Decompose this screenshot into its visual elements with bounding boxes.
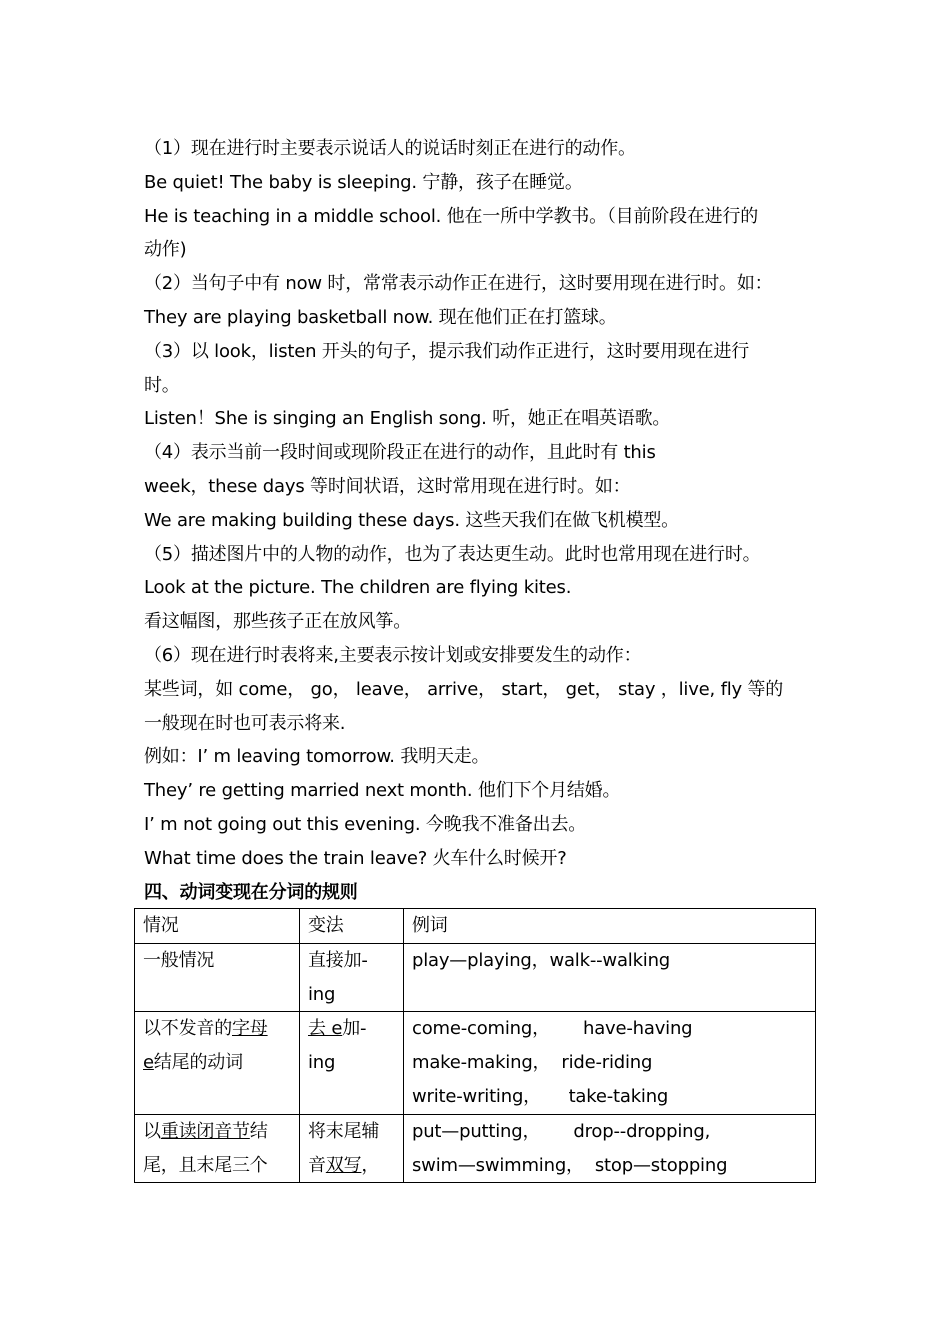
- row3-method: [300, 1114, 404, 1183]
- text-line-2: Be quiet! The baby is sleeping. 宁静，孩子在睡觉。: [144, 171, 583, 193]
- row2-condition: [135, 1012, 300, 1114]
- row2-condition-underlined-1: 字母: [232, 1018, 268, 1040]
- row2-method-line1: [308, 1012, 395, 1046]
- row1-method: [300, 943, 404, 1012]
- text-line-8: 时。: [144, 374, 180, 396]
- row2-condition-post: 结尾的动词: [153, 1052, 243, 1074]
- text-line-7: （3）以 look，listen 开头的句子，提示我们动作正进行，这时要用现在进行: [144, 340, 750, 362]
- text-line-14: Look at the picture. The children are flying kites.: [144, 577, 572, 599]
- text-line-15: 看这幅图，那些孩子正在放风筝。: [144, 611, 411, 633]
- row2-method-underlined: 去 e: [308, 1018, 343, 1040]
- row2-method-post: 加-: [342, 1018, 367, 1040]
- row3-method-pre: 音: [308, 1154, 326, 1176]
- text-line-5: （2）当句子中有 now 时，常常表示动作正在进行，这时要用现在进行时。如：: [144, 273, 773, 295]
- row2-method: [300, 1012, 404, 1114]
- table-row: [135, 1114, 816, 1183]
- text-line-3: He is teaching in a middle school. 他在一所中学教书。（目前阶段在进行的: [144, 205, 759, 227]
- table-row: [135, 1012, 816, 1114]
- table-row: [135, 943, 816, 1012]
- row1-condition: 一般情况: [135, 943, 300, 1012]
- document-body: [144, 132, 824, 909]
- row3-condition-post: 结: [249, 1120, 268, 1142]
- row2-examples: [404, 1012, 816, 1114]
- row3-example-2: swim—swimming， stop—stopping: [412, 1154, 728, 1176]
- row1-example-1: play—playing，walk--walking: [412, 949, 671, 971]
- row2-example-1: come-coming， have-having: [412, 1018, 693, 1040]
- text-line-6: They are playing basketball now. 现在他们正在打篮球。: [144, 306, 617, 328]
- text-line-12: We are making building these days. 这些天我们在做飞机模型。: [144, 509, 679, 531]
- row3-method-underlined: 双写: [325, 1154, 362, 1176]
- row2-example-3: write-writing， take-taking: [412, 1085, 669, 1107]
- text-line-9: Listen！She is singing an English song. 听，她正在唱英语歌。: [144, 408, 671, 430]
- row2-condition-pre: 以不发音的: [143, 1018, 232, 1040]
- row3-method-post: ，: [361, 1154, 380, 1176]
- text-line-19: 例如：I’ m leaving tomorrow. 我明天走。: [144, 746, 490, 768]
- text-line-16: （6）现在进行时表将来,主要表示按计划或安排要发生的动作：: [144, 644, 642, 666]
- row3-method-line2: [308, 1149, 395, 1183]
- row1-examples: [404, 943, 816, 1012]
- row2-method-line2: ing: [308, 1052, 336, 1074]
- row3-method-line1: 将末尾辅: [308, 1120, 380, 1142]
- table-header-row: [135, 909, 816, 944]
- text-line-21: I’ m not going out this evening. 今晚我不准备出去。: [144, 813, 587, 835]
- text-line-11: week，these days 等时间状语，这时常用现在进行时。如：: [144, 475, 631, 497]
- section-heading: 四、动词变现在分词的规则: [144, 881, 358, 903]
- text-line-17: 某些词，如 come， go， leave， arrive， start， get， stay ，live, fly 等的: [144, 678, 784, 700]
- text-line-4: 动作): [144, 239, 187, 261]
- text-line-10: （4）表示当前一段时间或现阶段正在进行的动作，且此时有 this: [144, 442, 656, 464]
- row3-examples: [404, 1114, 816, 1183]
- row3-condition-line2: 尾，且末尾三个: [143, 1154, 268, 1176]
- row3-condition: [135, 1114, 300, 1183]
- row2-condition-line2: [143, 1046, 291, 1080]
- header-condition: 情况: [135, 909, 300, 944]
- header-examples: 例词: [404, 909, 816, 944]
- text-line-22: What time does the train leave? 火车什么时候开?: [144, 847, 567, 869]
- text-line-20: They’ re getting married next month. 他们下个月结婚。: [144, 780, 621, 802]
- header-method: 变法: [300, 909, 404, 944]
- text-line-18: 一般现在时也可表示将来.: [144, 712, 346, 734]
- participle-rules-table: [134, 908, 816, 1183]
- text-line-13: （5）描述图片中的人物的动作，也为了表达更生动。此时也常用现在进行时。: [144, 543, 761, 565]
- row2-example-2: make-making， ride-riding: [412, 1052, 653, 1074]
- row3-example-1: put—putting， drop--dropping,: [412, 1120, 711, 1142]
- row3-condition-pre: 以: [143, 1120, 161, 1142]
- row3-condition-underlined: 重读闭音节: [160, 1120, 250, 1142]
- row3-condition-line1: [143, 1115, 291, 1149]
- row2-condition-line1: [143, 1012, 291, 1046]
- row2-condition-underlined-2: e: [143, 1052, 154, 1074]
- row1-method-line2: ing: [308, 983, 336, 1005]
- row1-method-line1: 直接加-: [308, 949, 368, 971]
- text-line-1: （1）现在进行时主要表示说话人的说话时刻正在进行的动作。: [144, 138, 636, 159]
